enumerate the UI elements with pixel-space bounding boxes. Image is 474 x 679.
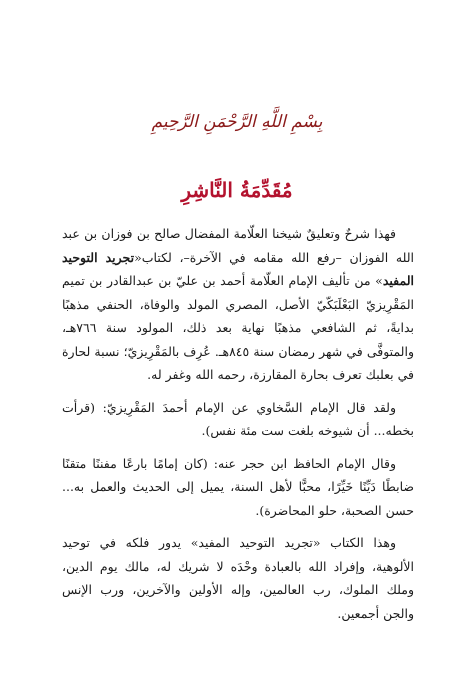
paragraph-ibn-hajar-quote: وقال الإمام الحافظ ابن حجر عنه: (كان إمامًا بارعًا مفننًا متقنًا ضابطًا دَيِّنًا خَيِّرًا، محبًّا لأهل السنة، يميل إلى الحديث والعمل به... حسن الصحبة، حلو المحاضرة). <box>62 455 414 518</box>
page-title: مُقَدِّمَةُ النَّاشِرِ <box>181 178 293 202</box>
basmala-calligraphy: بِسْمِ اللَّهِ الرَّحْمَنِ الرَّحِيمِ <box>151 112 323 132</box>
book-title: تجريد التوحيد المفيد <box>62 249 414 288</box>
body-text <box>62 222 414 625</box>
paragraph-intro-before: فهذا شرحٌ وتعليقٌ شيخنا العلّامة المفضال صالح بن فوزان بن عبد الله الفوزان –رفع الله مقامه في الآخرة–، لكتاب« <box>62 226 414 265</box>
paragraph-sakhawi-quote: ولقد قال الإمام السَّخاوي عن الإمام أحمدَ المَقْرِيزيّ: (قرأت بخطه... أن شيوخه بلغت ست مئة نفس). <box>62 399 414 438</box>
paragraph-intro <box>62 222 414 387</box>
paragraph-intro-after: » من تأليف الإمام العلّامة أحمد بن عليّ بن عبدالقادر بن تميم المَقْرِيزيّ البَعْلَبَكّيّ الأصل، المصري المولد والوفاة، الحنفي مذهبًا بدايةً، ثم الشافعي مذهبًا نهاية بعد ذلك، المولود سنة ٧٦٦هـ، والمتوفَّى في شهر رمضان سنة ٨٤٥هـ. عُرِف بالمَقْرِيزيّ؛ نسبة لحارة في بعلبك تعرف بحارة المقارزة، رحمه الله وغفر له. <box>62 273 414 382</box>
paragraph-book-topic: وهذا الكتاب «تجريد التوحيد المفيد» يدور فلكه في توحيد الألوهية، وإفراد الله بالعبادة وحْدَه لا شريك له، مالك يوم الدين، وملك الملوك، رب العالمين، وإله الأولين والآخرين، ورب الإنس والجن أجمعين. <box>62 535 414 621</box>
